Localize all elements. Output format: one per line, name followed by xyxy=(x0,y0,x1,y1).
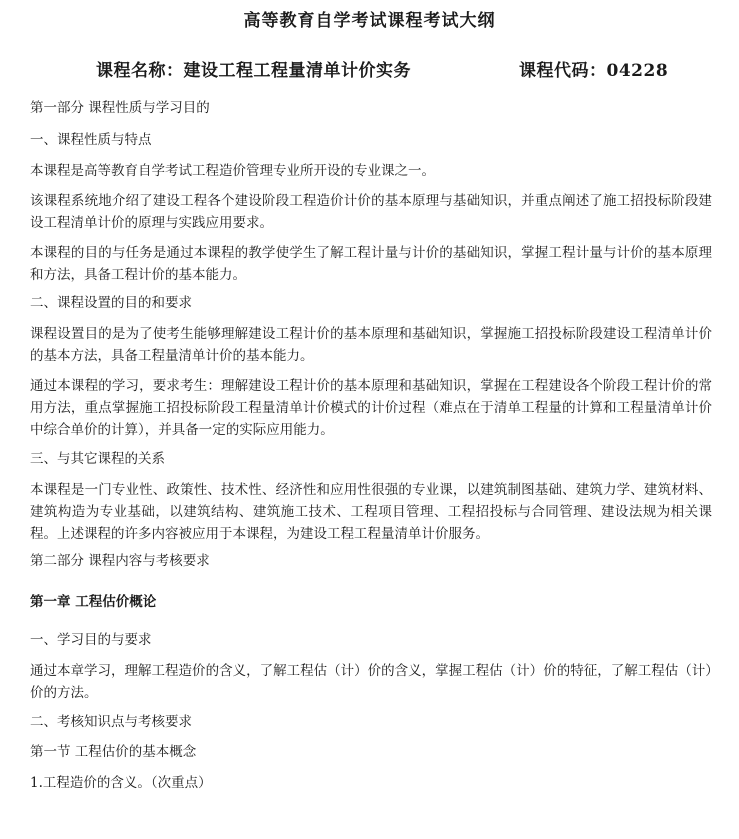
chapter1-section1-paragraph: 通过本章学习，理解工程造价的含义，了解工程估（计）价的含义，掌握工程估（计）价的特征，了解工程估（计）价的方法。 xyxy=(30,663,712,701)
section1-heading: 一、课程性质与特点 xyxy=(30,132,152,148)
course-info-row xyxy=(0,56,739,82)
chapter1-heading: 第一章 工程估价概论 xyxy=(30,594,157,610)
list-item-1: 1.工程造价的含义。（次重点） xyxy=(30,775,212,791)
chapter1-section1-heading: 一、学习目的与要求 xyxy=(30,632,152,648)
course-name: 课程名称：建设工程工程量清单计价实务 xyxy=(96,61,411,81)
course-code: 课程代码：04228 xyxy=(519,61,669,81)
section-1-heading: 第一节 工程估价的基本概念 xyxy=(30,744,197,760)
chapter1-section2-heading: 二、考核知识点与考核要求 xyxy=(30,714,192,730)
section2-paragraph1: 课程设置目的是为了使考生能够理解建设工程计价的基本原理和基础知识，掌握施工招投标阶段建设工程清单计价的基本方法，具备工程量清单计价的基本能力。 xyxy=(30,326,712,364)
document-title: 高等教育自学考试课程考试大纲 xyxy=(243,11,496,31)
section1-paragraph1: 本课程是高等教育自学考试工程造价管理专业所开设的专业课之一。 xyxy=(30,163,435,179)
section3-heading: 三、与其它课程的关系 xyxy=(30,451,165,467)
section2-paragraph2: 通过本课程的学习，要求考生：理解建设工程计价的基本原理和基础知识，掌握在工程建设各个阶段工程计价的常用方法，重点掌握施工招投标阶段工程量清单计价模式的计价过程（难点在于清单工程量的计算和工程量清单计价中综合单价的计算），并具备一定的实际应用能力。 xyxy=(30,378,712,438)
part1-heading: 第一部分 课程性质与学习目的 xyxy=(30,100,210,116)
section1-paragraph3: 本课程的目的与任务是通过本课程的教学使学生了解工程计量与计价的基础知识，掌握工程计量与计价的基本原理和方法，具备工程计价的基本能力。 xyxy=(30,245,712,283)
part2-heading: 第二部分 课程内容与考核要求 xyxy=(30,553,210,569)
section2-heading: 二、课程设置的目的和要求 xyxy=(30,295,192,311)
section3-paragraph1: 本课程是一门专业性、政策性、技术性、经济性和应用性很强的专业课，以建筑制图基础、建筑力学、建筑材料、建筑构造为专业基础，以建筑结构、建筑施工技术、工程项目管理、工程招投标与合同管理、建设法规为相关课程。上述课程的许多内容被应用于本课程，为建设工程工程量清单计价服务。 xyxy=(30,482,712,542)
section1-paragraph2: 该课程系统地介绍了建设工程各个建设阶段工程造价计价的基本原理与基础知识，并重点阐述了施工招投标阶段建设工程清单计价的原理与实践应用要求。 xyxy=(30,193,712,231)
